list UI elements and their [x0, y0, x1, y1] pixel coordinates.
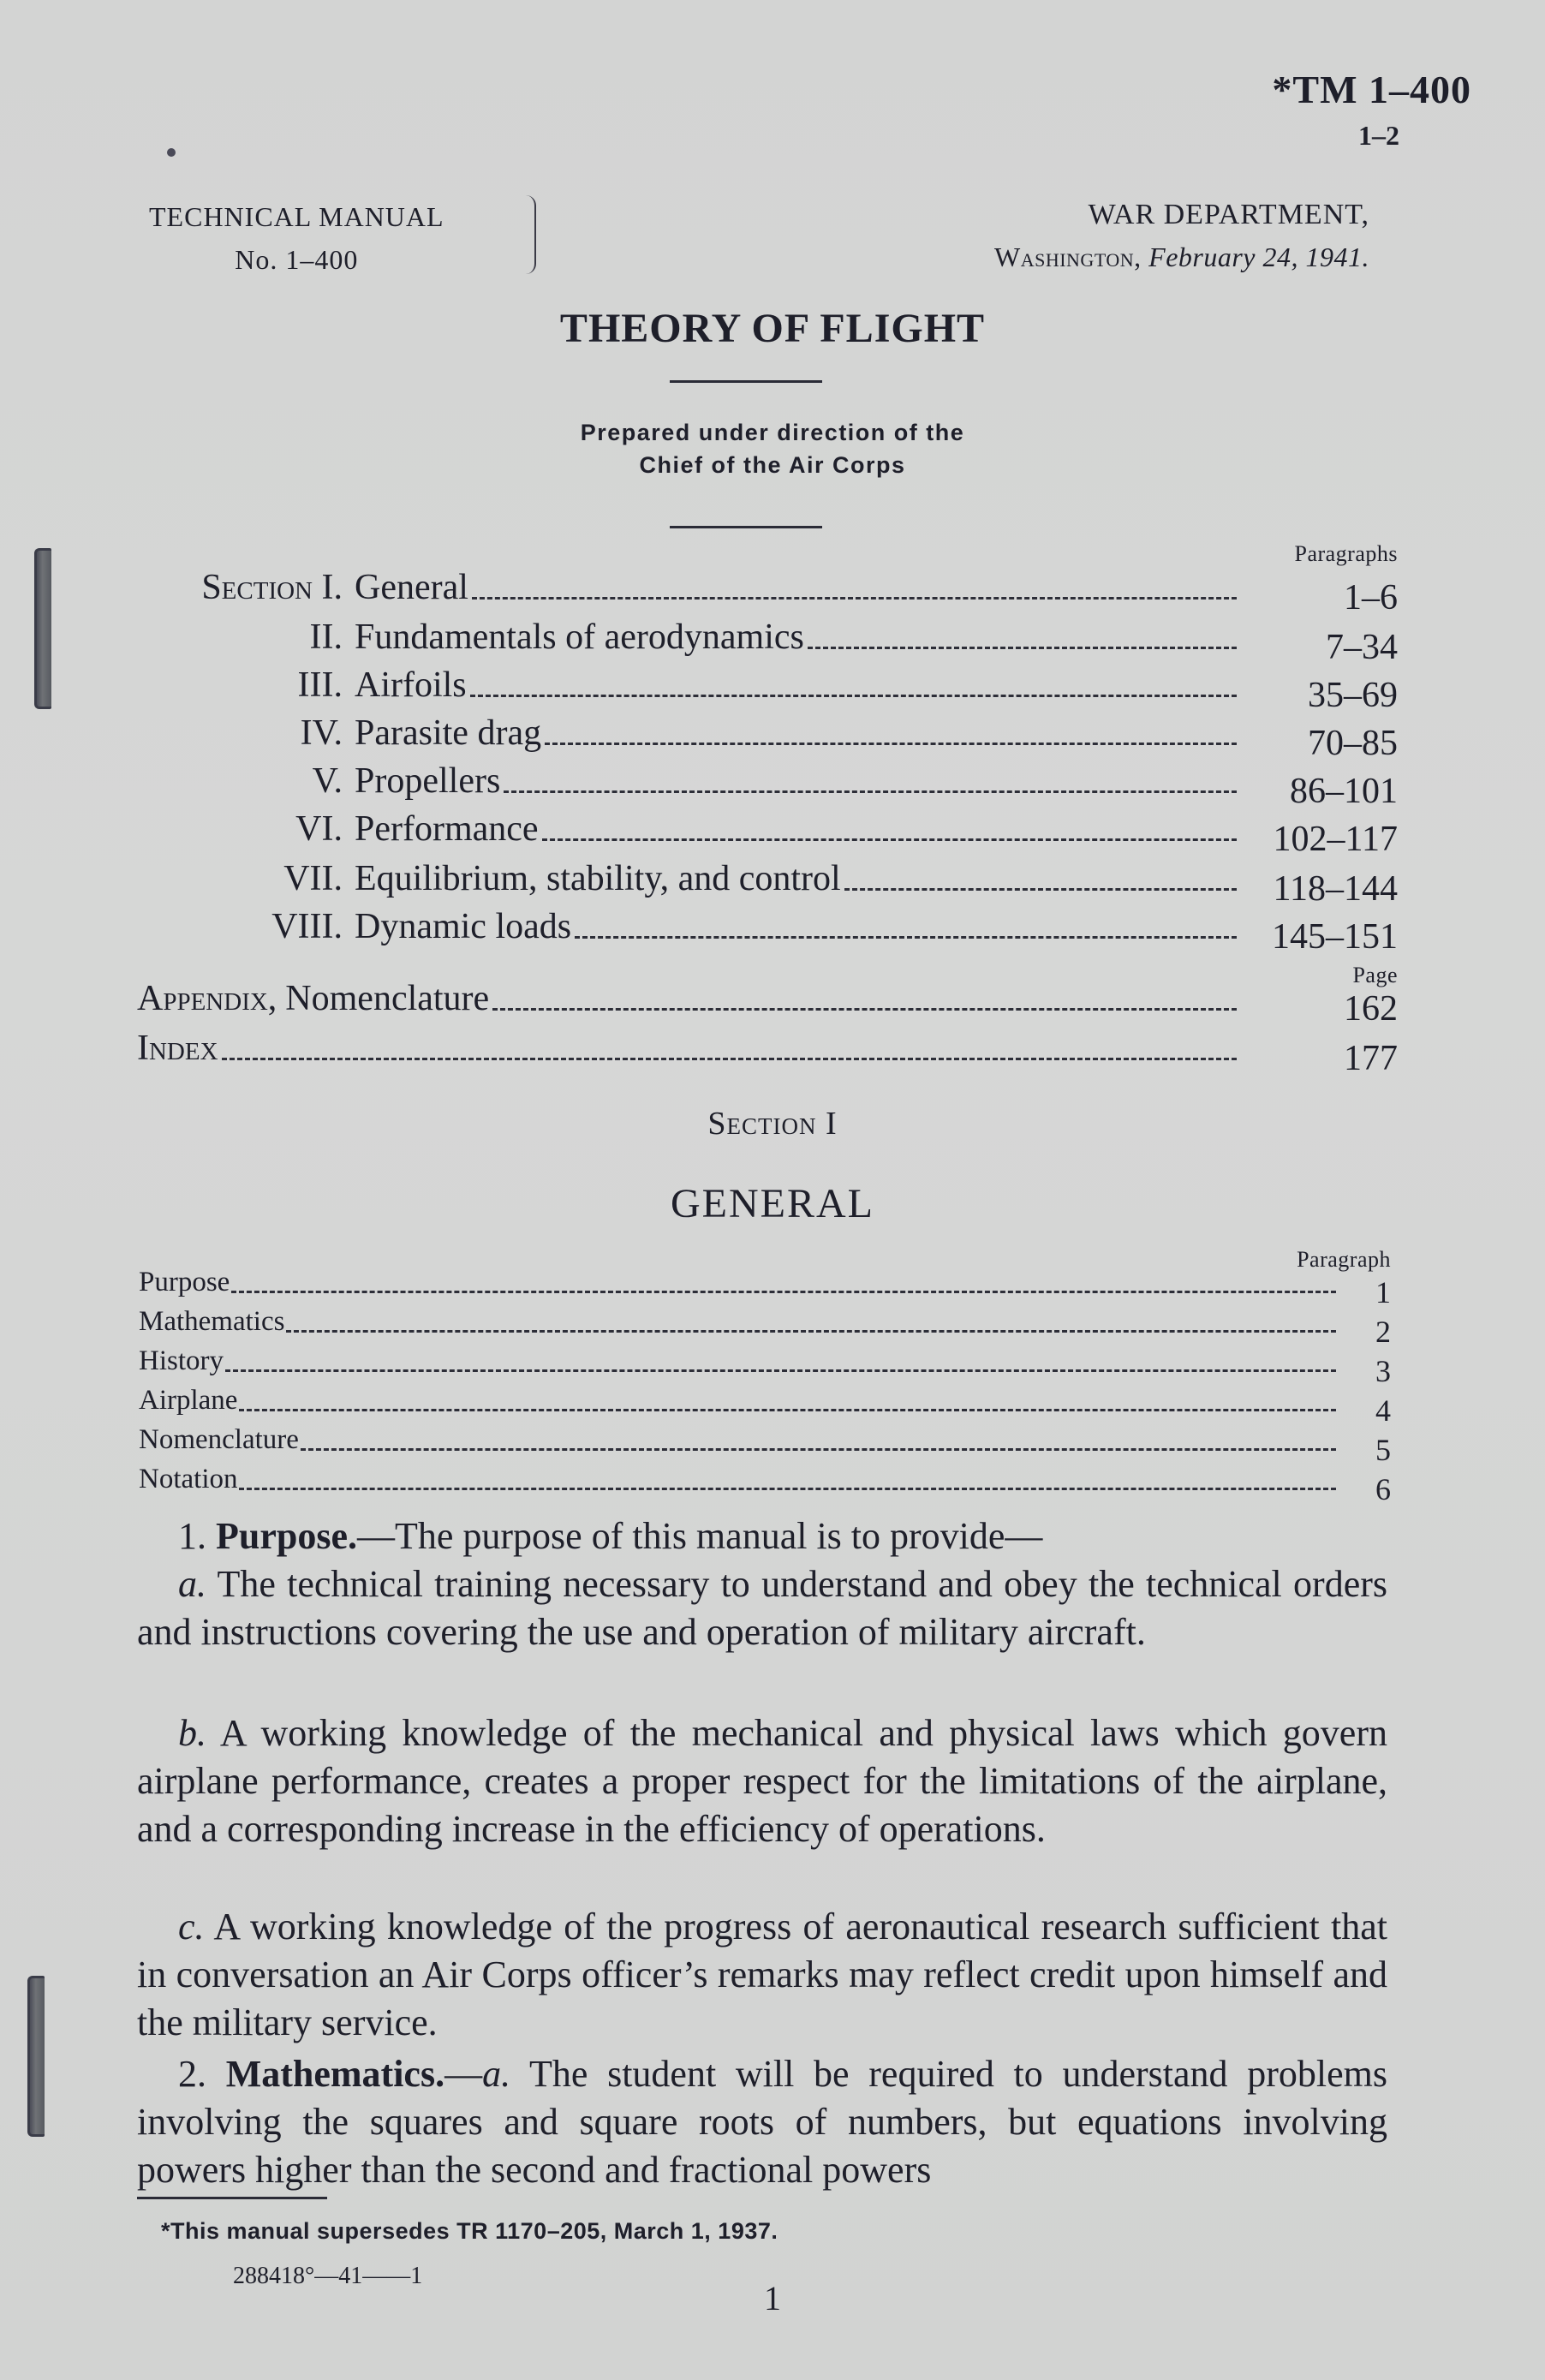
contents-paragraph: 4: [1375, 1393, 1391, 1428]
section-contents-row[interactable]: [139, 1417, 1391, 1467]
contents-title: Mathematics: [139, 1306, 285, 1337]
appendix-label: Appendix,: [137, 979, 277, 1018]
section-contents-row[interactable]: [139, 1377, 1391, 1428]
paragraph-2-mathematics: 2. Mathematics.—a. The student will be required to understand problems involving the squares and square roots of numbers, but equations involving powers higher than the second and fractional powers: [137, 2053, 1387, 2191]
toc-row-section-8[interactable]: [137, 899, 1398, 957]
toc-range: 102–117: [1273, 820, 1398, 859]
toc-row-section-3[interactable]: [137, 658, 1398, 715]
toc-numeral: II.: [309, 617, 343, 657]
section-title: GENERAL: [671, 1181, 874, 1226]
index-label: Index: [137, 1029, 218, 1068]
toc-range: 7–34: [1326, 628, 1398, 667]
toc-row-section-2[interactable]: [137, 610, 1398, 667]
title-rule: [670, 380, 822, 383]
toc-range: 35–69: [1308, 676, 1398, 715]
subparagraph-label: a.: [178, 1563, 206, 1605]
dot-leader: [492, 1008, 1237, 1011]
toc-title: Airfoils: [355, 665, 467, 705]
manual-label: TECHNICAL MANUAL: [149, 201, 444, 232]
toc-title: Nomenclature: [285, 979, 490, 1018]
dot-leader: [542, 838, 1237, 841]
toc-title: Parasite drag: [355, 713, 542, 753]
section-contents-row[interactable]: [139, 1456, 1391, 1506]
toc-numeral: IV.: [300, 713, 343, 753]
toc-range: 1–6: [1344, 578, 1398, 617]
dot-leader: [239, 1488, 1336, 1490]
toc-range: 86–101: [1290, 772, 1398, 811]
contents-title: History: [139, 1345, 224, 1376]
toc-numeral: Section I.: [201, 568, 343, 607]
contents-paragraph: 6: [1375, 1472, 1391, 1506]
toc-page: 177: [1344, 1039, 1398, 1078]
toc-column-label-paragraphs: Paragraphs: [1294, 541, 1398, 566]
subparagraph-label: a.: [482, 2053, 511, 2095]
dot-leader: [286, 1330, 1336, 1333]
toc-row-section-6[interactable]: [137, 802, 1398, 859]
toc-row-appendix[interactable]: [137, 971, 1398, 1029]
section-column-label: Paragraph: [1297, 1247, 1391, 1272]
toc-title: General: [355, 568, 468, 607]
department-name: WAR DEPARTMENT,: [1088, 199, 1369, 230]
toc-numeral: VIII.: [271, 907, 343, 946]
section-contents-row[interactable]: [139, 1298, 1391, 1349]
section-contents-row[interactable]: [139, 1338, 1391, 1388]
dot-leader: [808, 647, 1237, 649]
toc-row-section-7[interactable]: [137, 851, 1398, 909]
dot-leader: [504, 790, 1237, 793]
brace-icon: [524, 195, 536, 274]
paragraph-1a: a. The technical training necessary to understand and obey the technical orders and instructions covering the use and operation of military aircraft.: [137, 1563, 1387, 1653]
paragraph-1-purpose: 1. Purpose.—The purpose of this manual is to provide—: [178, 1515, 1043, 1557]
paragraph-1b: b. A working knowledge of the mechanical and physical laws which govern airplane performance, creates a proper respect for the limitations of the airplane, and a corresponding increase in the efficiency of operations.: [137, 1712, 1387, 1850]
toc-title: Dynamic loads: [355, 907, 572, 946]
toc-row-section-4[interactable]: [137, 706, 1398, 763]
toc-title: Propellers: [355, 761, 501, 801]
contents-title: Notation: [139, 1464, 238, 1494]
footnote: *This manual supersedes TR 1170–205, March 1, 1937.: [161, 2218, 778, 2244]
toc-page: 162: [1344, 989, 1398, 1029]
dot-leader: [575, 936, 1237, 939]
dot-leader: [545, 743, 1237, 745]
contents-paragraph: 5: [1375, 1433, 1391, 1467]
dot-leader: [239, 1409, 1336, 1411]
issue-date: February 24, 1941.: [1148, 242, 1369, 272]
dot-leader: [301, 1448, 1336, 1451]
toc-range: 145–151: [1272, 917, 1398, 957]
toc-numeral: III.: [297, 665, 343, 705]
toc-numeral: V.: [312, 761, 343, 801]
section-heading: Section I: [707, 1106, 838, 1142]
issue-location: Washington,: [994, 242, 1142, 272]
ink-speck: [167, 148, 176, 157]
toc-numeral: VI.: [295, 809, 343, 849]
contents-paragraph: 1: [1375, 1275, 1391, 1309]
print-code: 288418°—41——1: [233, 2263, 423, 2289]
manual-designation: [149, 195, 444, 281]
footnote-rule: [137, 2197, 327, 2199]
toc-range: 70–85: [1308, 724, 1398, 763]
subparagraph-label: c.: [178, 1906, 205, 1948]
toc-row-index[interactable]: [137, 1021, 1398, 1078]
toc-range: 118–144: [1273, 869, 1398, 909]
toc-row-section-5[interactable]: [137, 754, 1398, 811]
toc-title: Equilibrium, stability, and control: [355, 859, 841, 898]
dot-leader: [472, 597, 1237, 599]
staple-bottom: [27, 1976, 45, 2137]
toc-title: Fundamentals of aerodynamics: [355, 617, 804, 657]
contents-title: Nomenclature: [139, 1424, 299, 1455]
prepared-rule: [670, 526, 822, 528]
toc-row-section-1[interactable]: [137, 560, 1398, 617]
dot-leader: [470, 695, 1237, 697]
toc-title: Performance: [355, 809, 539, 849]
paragraph-heading: Purpose.: [216, 1515, 357, 1557]
prepared-line-1: Prepared under direction of the: [580, 420, 965, 445]
dot-leader: [225, 1369, 1336, 1372]
contents-paragraph: 2: [1375, 1315, 1391, 1349]
dot-leader: [844, 888, 1237, 891]
page-number: 1: [764, 2279, 781, 2317]
document-title: THEORY OF FLIGHT: [559, 306, 986, 351]
prepared-line-2: Chief of the Air Corps: [639, 452, 906, 478]
page-paragraph-range: 1–2: [1358, 120, 1399, 151]
paragraph-1c: c. A working knowledge of the progress of aeronautical research sufficient that in conversation an Air Corps officer’s remarks may reflect credit upon himself and the military service.: [137, 1906, 1387, 2043]
contents-paragraph: 3: [1375, 1354, 1391, 1388]
prepared-by: [0, 416, 1545, 481]
toc-numeral: VII.: [283, 859, 343, 898]
contents-title: Purpose: [139, 1267, 230, 1297]
contents-title: Airplane: [139, 1385, 238, 1416]
dot-leader: [222, 1058, 1237, 1060]
manual-number: No. 1–400: [235, 244, 359, 275]
paragraph-heading: Mathematics.: [225, 2053, 445, 2095]
subparagraph-label: b.: [178, 1712, 206, 1754]
section-contents-row[interactable]: [139, 1259, 1391, 1309]
dot-leader: [231, 1291, 1336, 1293]
issue-location-date: [994, 242, 1369, 273]
staple-top: [34, 548, 51, 709]
toc-column-label-page: Page: [1352, 963, 1398, 987]
tm-number: *TM 1–400: [1272, 68, 1471, 111]
